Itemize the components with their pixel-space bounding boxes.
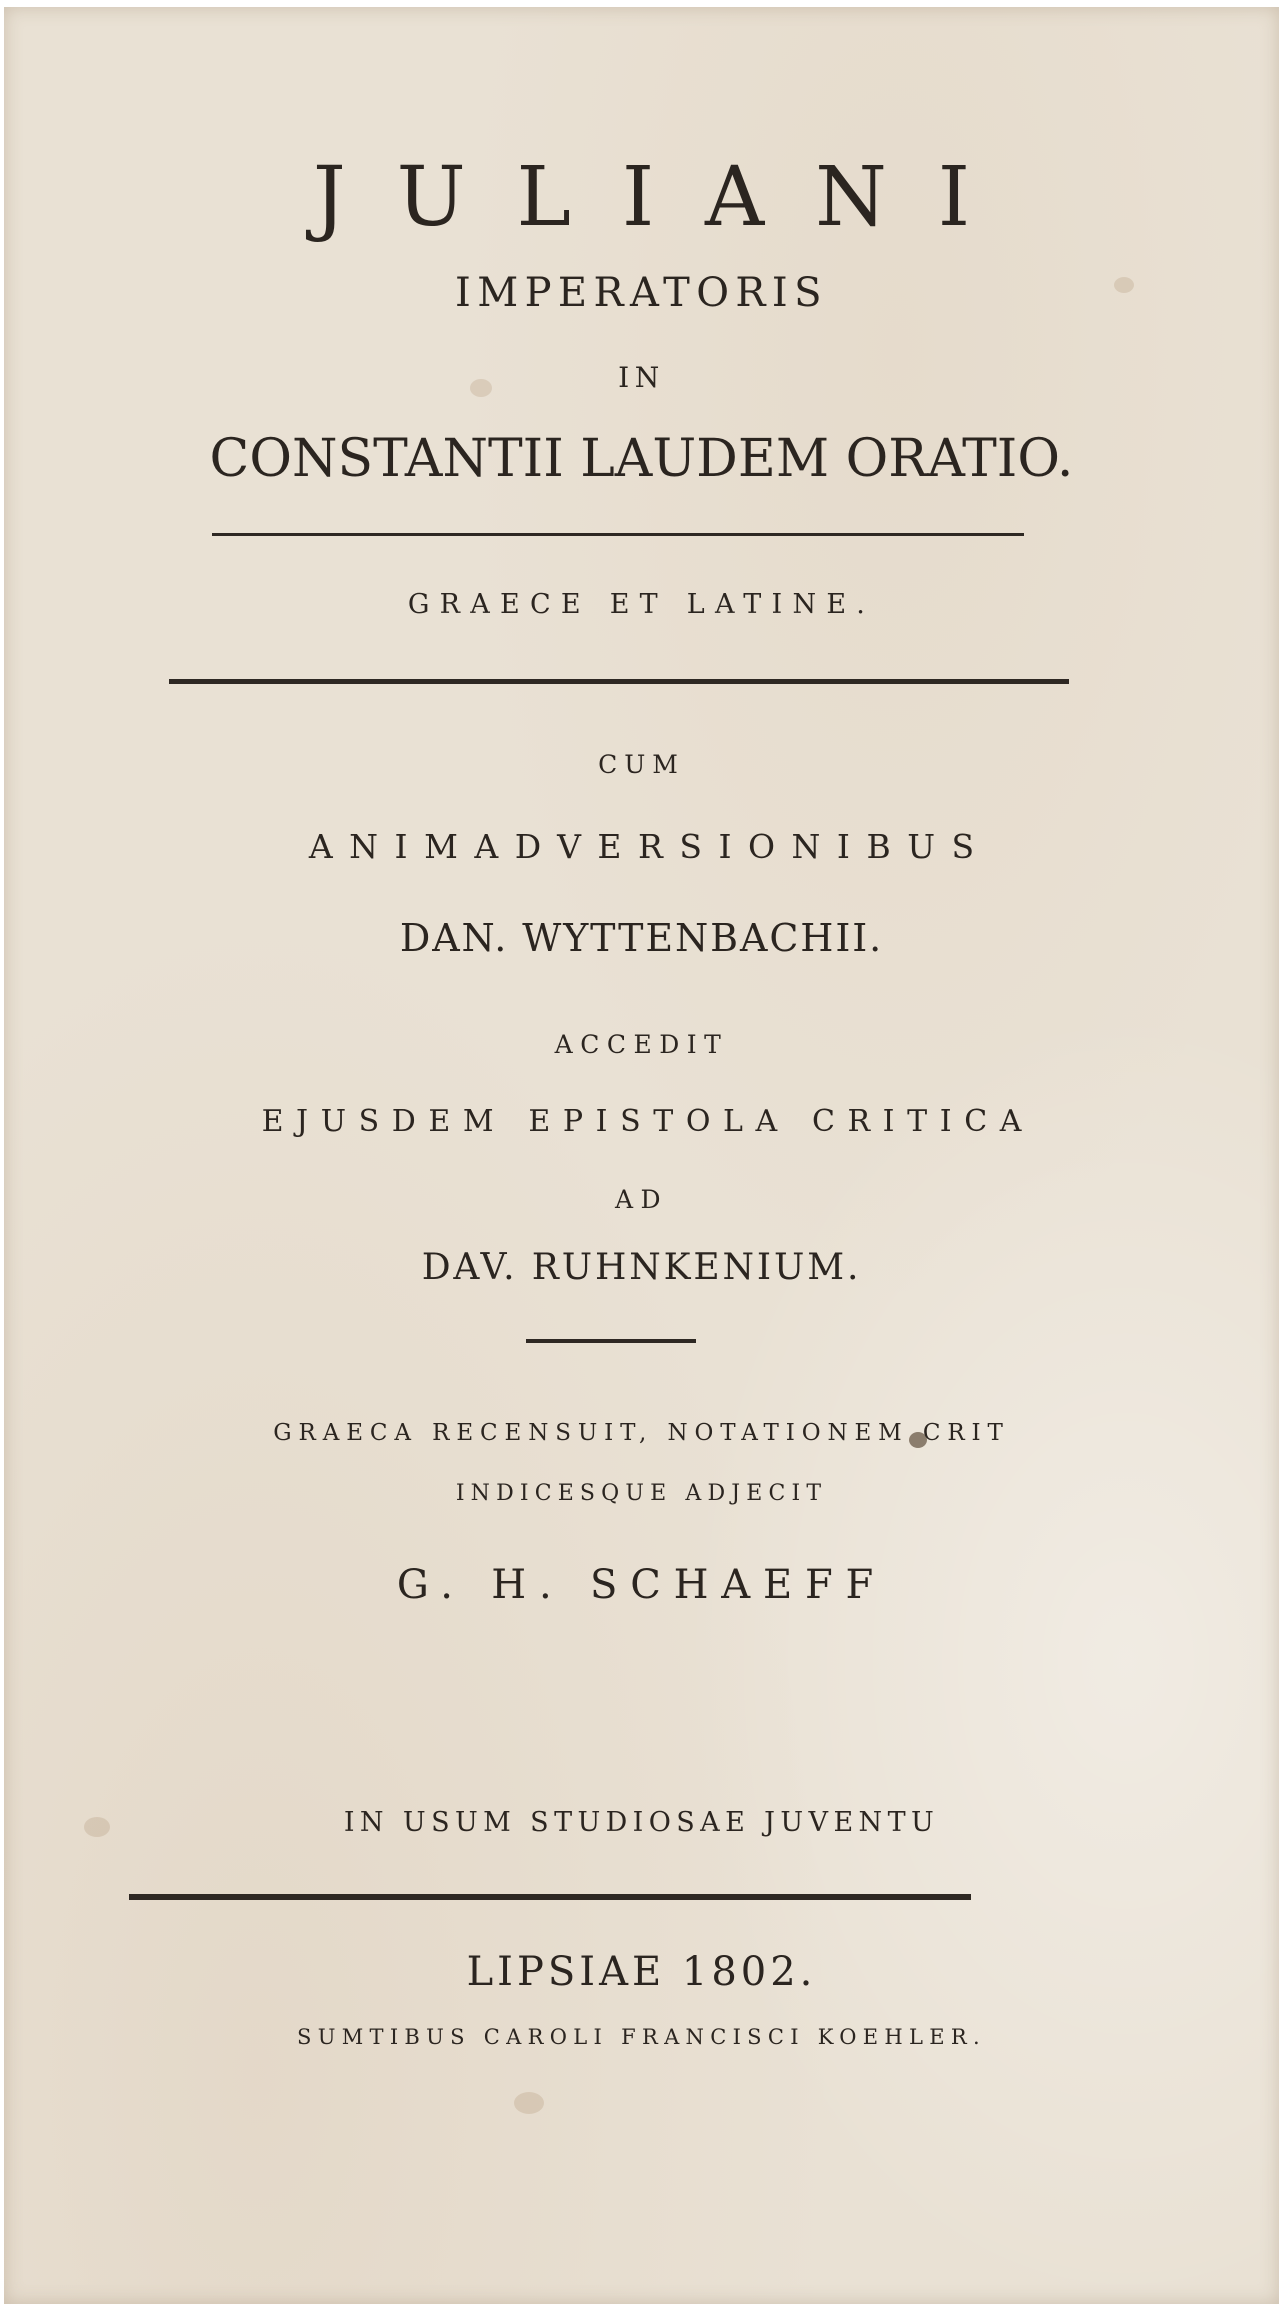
foxing-stain [514,2092,544,2114]
title-imperatoris: IMPERATORIS [455,270,828,316]
title-page [4,7,1279,2304]
title-oratio: CONSTANTII LAUDEM ORATIO. [209,429,1074,489]
editor-name: G. H. SCHAEFF [396,1562,887,1608]
accedit-line: ACCEDIT [554,1030,729,1059]
short-divider-rule [526,1339,696,1343]
place-year-line: LIPSIAE 1802. [466,1949,817,1995]
divider-rule [129,1894,971,1900]
epistola-line: EJUSDEM EPISTOLA CRITICA [261,1104,1035,1139]
languages-line: GRAECE ET LATINE. [407,589,876,620]
cum-line: CUM [598,750,685,779]
publisher-line: SUMTIBUS CAROLI FRANCISCI KOEHLER. [297,2025,986,2049]
purpose-line: IN USUM STUDIOSAE JUVENTU [343,1807,940,1838]
wyttenbach-line: DAN. WYTTENBACHII. [399,916,884,960]
ruhnken-line: DAV. RUHNKENIUM. [421,1247,862,1288]
author-name: JULIANI [312,150,1021,245]
editor-line-1: GRAECA RECENSUIT, NOTATIONEM CRIT [273,1420,1010,1446]
divider-rule [212,533,1024,536]
animadversionibus-line: ANIMADVERSIONIBUS [308,827,991,866]
divider-rule [169,679,1069,684]
editor-line-2: INDICESQUE ADJECIT [455,1481,828,1506]
ad-line: AD [614,1185,669,1214]
title-in: IN [618,361,665,394]
